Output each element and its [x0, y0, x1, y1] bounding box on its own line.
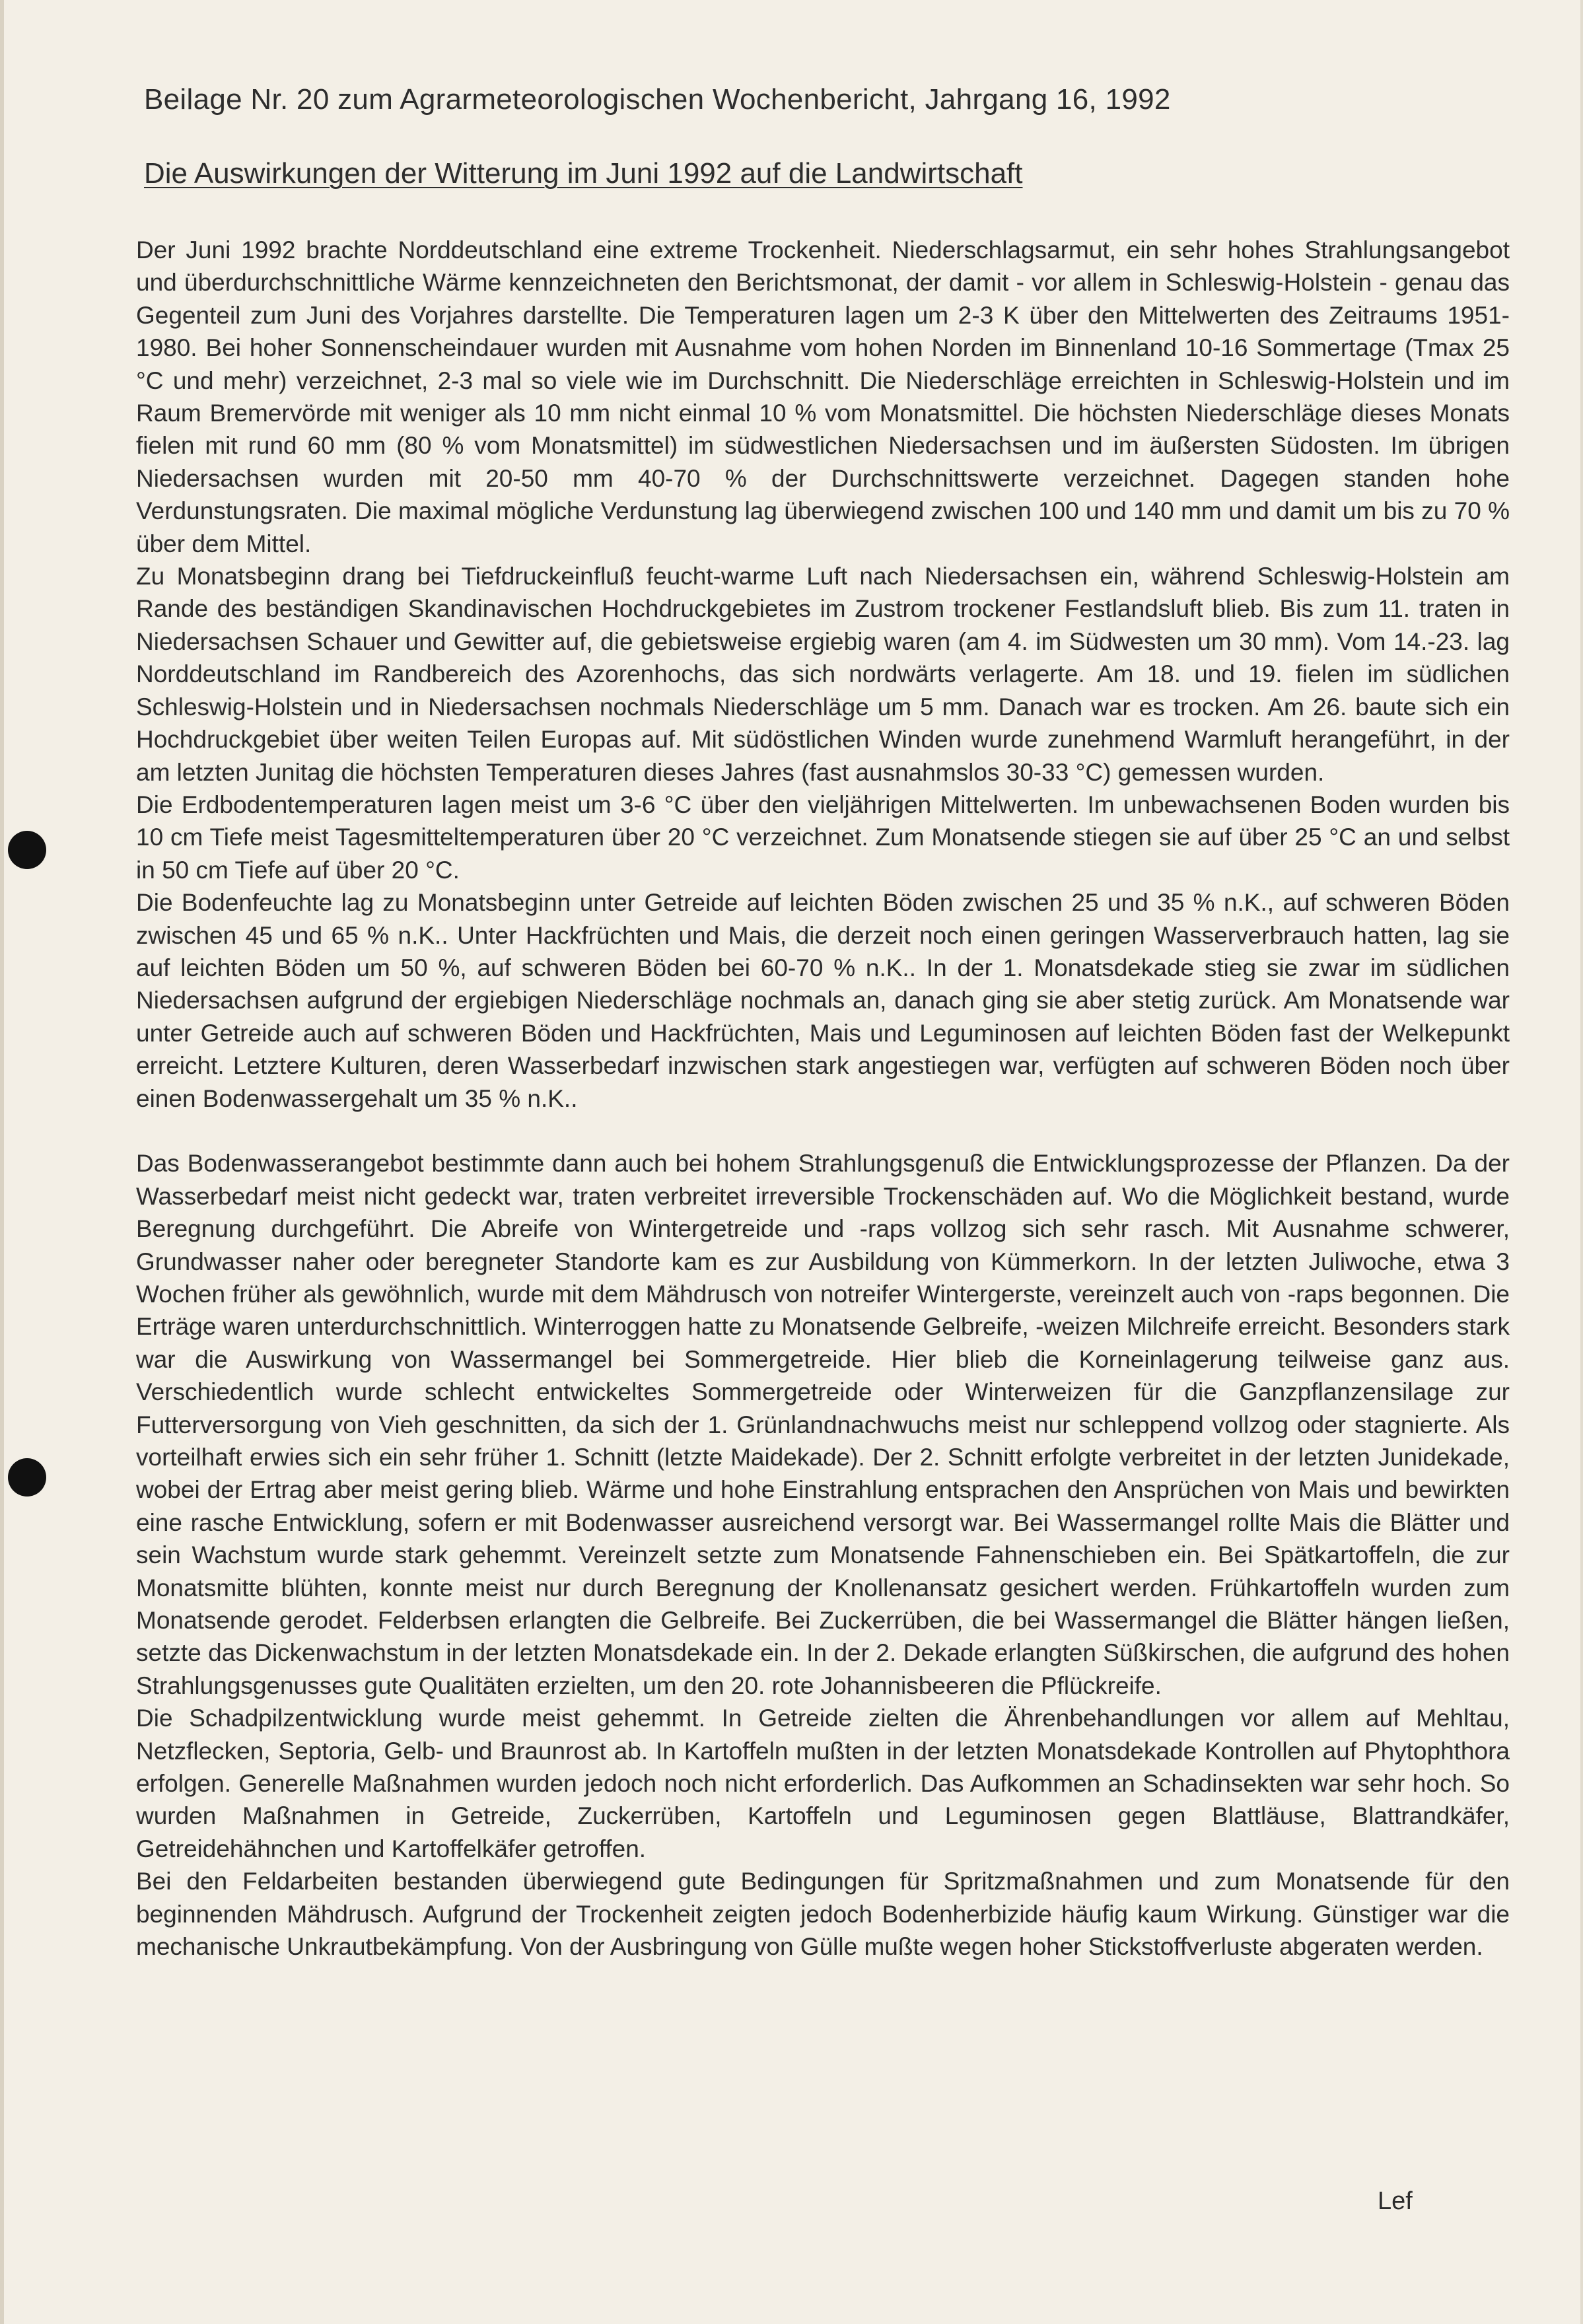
report-body	[136, 234, 1510, 1963]
supplement-header: Beilage Nr. 20 zum Agrarmeteorologischen Wochenbericht, Jahrgang 16, 1992	[144, 83, 1171, 116]
document-title: Die Auswirkungen der Witterung im Juni 1992 auf die Landwirtschaft	[144, 157, 1023, 190]
paragraph-plant-protection: Die Schadpilzentwicklung wurde meist gehemmt. In Getreide zielten die Ährenbehandlungen vor allem auf Mehltau, Netzflecken, Septoria, Gelb- und Braunrost ab. In Kartoffeln mußten in der letzten Monatsdekade Kontrollen auf Phytophthora erfolgen. Generelle Maßnahmen wurden jedoch noch nicht erforderlich. Das Aufkommen an Schadinsekten war sehr hoch. So wurden Maßnahmen in Getreide, Zuckerrüben, Kartoffeln und Leguminosen gegen Blattläuse, Blattrandkäfer, Getreidehähnchen und Kartoffelkäfer getroffen.	[136, 1705, 1510, 1862]
paragraph-crop-development: Das Bodenwasserangebot bestimmte dann auch bei hohem Strahlungsgenuß die Entwicklungsprozesse der Pflanzen. Da der Wasserbedarf meist nicht gedeckt war, traten verbreitet irreversible Trockenschäden auf. Wo die Möglichkeit bestand, wurde Beregnung durchgeführt. Die Abreife von Wintergetreide und -raps vollzog sich sehr rasch. Mit Ausnahme schwerer, Grundwasser naher oder beregneter Standorte kam es zur Ausbildung von Kümmerkorn. In der letzten Juliwoche, etwa 3 Wochen früher als gewöhnlich, wurde mit dem Mähdrusch von notreifer Wintergerste, vereinzelt auch von -raps begonnen. Die Erträge waren unterdurchschnittlich. Winterroggen hatte zu Monatsende Gelbreife, -weizen Milchreife erreicht. Besonders stark war die Auswirkung von Wassermangel bei Sommergetreide. Hier blieb die Korneinlagerung teilweise ganz aus. Verschiedentlich wurde schlecht entwickeltes Sommergetreide oder Winterweizen für die Ganzpflanzensilage zur Futterversorgung von Vieh geschnitten, da sich der 1. Grünlandnachwuchs meist nur schleppend vollzog oder stagnierte. Als vorteilhaft erwies sich ein sehr früher 1. Schnitt (letzte Maidekade). Der 2. Schnitt erfolgte verbreitet in der letzten Junidekade, wobei der Ertrag aber meist gering blieb. Wärme und hohe Einstrahlung entsprachen den Ansprüchen von Mais und bewirkten eine rasche Entwicklung, sofern er mit Bodenwasser ausreichend versorgt war. Bei Wassermangel rollte Mais die Blätter und sein Wachstum wurde stark gehemmt. Vereinzelt setzte zum Monatsende Fahnenschieben ein. Bei Spätkartoffeln, die zur Monatsmitte blühten, konnte meist nur durch Beregnung der Knollenansatz gesichert werden. Frühkartoffeln wurden zum Monatsende gerodet. Felderbsen erlangten die Gelbreife. Bei Zuckerrüben, die bei Wassermangel die Blätter hängen ließen, setzte das Dickenwachstum in der letzten Monatsdekade ein. In der 2. Dekade erlangten Süßkirschen, die aufgrund des hohen Strahlungsgenusses gute Qualitäten erzielten, um den 20. rote Johannisbeeren die Pflückreife.	[136, 1150, 1510, 1699]
paragraph-weather-course: Zu Monatsbeginn drang bei Tiefdruckeinfluß feucht-warme Luft nach Niedersachsen ein, während Schleswig-Holstein am Rande des beständigen Skandinavischen Hochdruckgebietes im Zustrom trockener Festlandsluft blieb. Bis zum 11. traten in Niedersachsen Schauer und Gewitter auf, die gebietsweise ergiebig waren (am 4. im Südwesten um 30 mm). Vom 14.-23. lag Norddeutschland im Randbereich des Azorenhochs, das sich nordwärts verlagerte. Am 18. und 19. fielen im südlichen Schleswig-Holstein und in Niedersachsen nochmals Niederschläge um 5 mm. Danach war es trocken. Am 26. baute sich ein Hochdruckgebiet über weiten Teilen Europas auf. Mit südöstlichen Winden wurde zunehmend Warmluft herangeführt, in der am letzten Junitag die höchsten Temperaturen dieses Jahres (fast ausnahmslos 30-33 °C) gemessen wurden.	[136, 563, 1510, 786]
punch-hole	[8, 831, 46, 869]
paragraph-overview: Der Juni 1992 brachte Norddeutschland eine extreme Trockenheit. Niederschlagsarmut, ein sehr hohes Strahlungsangebot und überdurchschnittliche Wärme kennzeichneten den Berichtsmonat, der damit - vor allem in Schleswig-Holstein - genau das Gegenteil zum Juni des Vorjahres darstellte. Die Temperaturen lagen um 2-3 K über den Mittelwerten des Zeitraums 1951-1980. Bei hoher Sonnenscheindauer wurden mit Ausnahme vom hohen Norden im Binnenland 10-16 Sommertage (Tmax 25 °C und mehr) verzeichnet, 2-3 mal so viele wie im Durchschnitt. Die Niederschläge erreichten in Schleswig-Holstein und im Raum Bremervörde mit weniger als 10 mm nicht einmal 10 % vom Monatsmittel. Die höchsten Niederschläge dieses Monats fielen mit rund 60 mm (80 % vom Monatsmittel) im südwestlichen Niedersachsen und im äußersten Südosten. Im übrigen Niedersachsen wurden mit 20-50 mm 40-70 % der Durchschnittswerte verzeichnet. Dagegen standen hohe Verdunstungsraten. Die maximal mögliche Verdunstung lag überwiegend zwischen 100 und 140 mm und damit um bis zu 70 % über dem Mittel.	[136, 236, 1510, 557]
paragraph-soil-temperature: Die Erdbodentemperaturen lagen meist um 3-6 °C über den vieljährigen Mittelwerten. Im unbewachsenen Boden wurden bis 10 cm Tiefe meist Tagesmitteltemperaturen über 20 °C verzeichnet. Zum Monatsende stiegen sie auf über 25 °C an und selbst in 50 cm Tiefe auf über 20 °C.	[136, 791, 1510, 884]
paragraph-soil-moisture: Die Bodenfeuchte lag zu Monatsbeginn unter Getreide auf leichten Böden zwischen 25 und 35 % n.K., auf schweren Böden zwischen 45 und 65 % n.K.. Unter Hackfrüchten und Mais, die derzeit noch einen geringen Wasserverbrauch hatten, lag sie auf leichten Böden um 50 %, auf schweren Böden bei 60-70 % n.K.. In der 1. Monatsdekade stieg sie zwar im südlichen Niedersachsen aufgrund der ergiebigen Niederschläge nochmals an, danach ging sie aber stetig zurück. Am Monatsende war unter Getreide auch auf schweren Böden und Hackfrüchten, Mais und Leguminosen auf leichten Böden fast der Welkepunkt erreicht. Letztere Kulturen, deren Wasserbedarf inzwischen stark angestiegen war, verfügten auf schweren Böden noch über einen Bodenwassergehalt um 35 % n.K..	[136, 889, 1510, 1112]
punch-hole	[8, 1458, 46, 1497]
author-signature: Lef	[1378, 2187, 1413, 2215]
paragraph-field-work: Bei den Feldarbeiten bestanden überwiegend gute Bedingungen für Spritzmaßnahmen und zum Monatsende für den beginnenden Mähdrusch. Aufgrund der Trockenheit zeigten jedoch Bodenherbizide häufig kaum Wirkung. Günstiger war die mechanische Unkrautbekämpfung. Von der Ausbringung von Gülle mußte wegen hoher Stickstoffverluste abgeraten werden.	[136, 1868, 1510, 1961]
